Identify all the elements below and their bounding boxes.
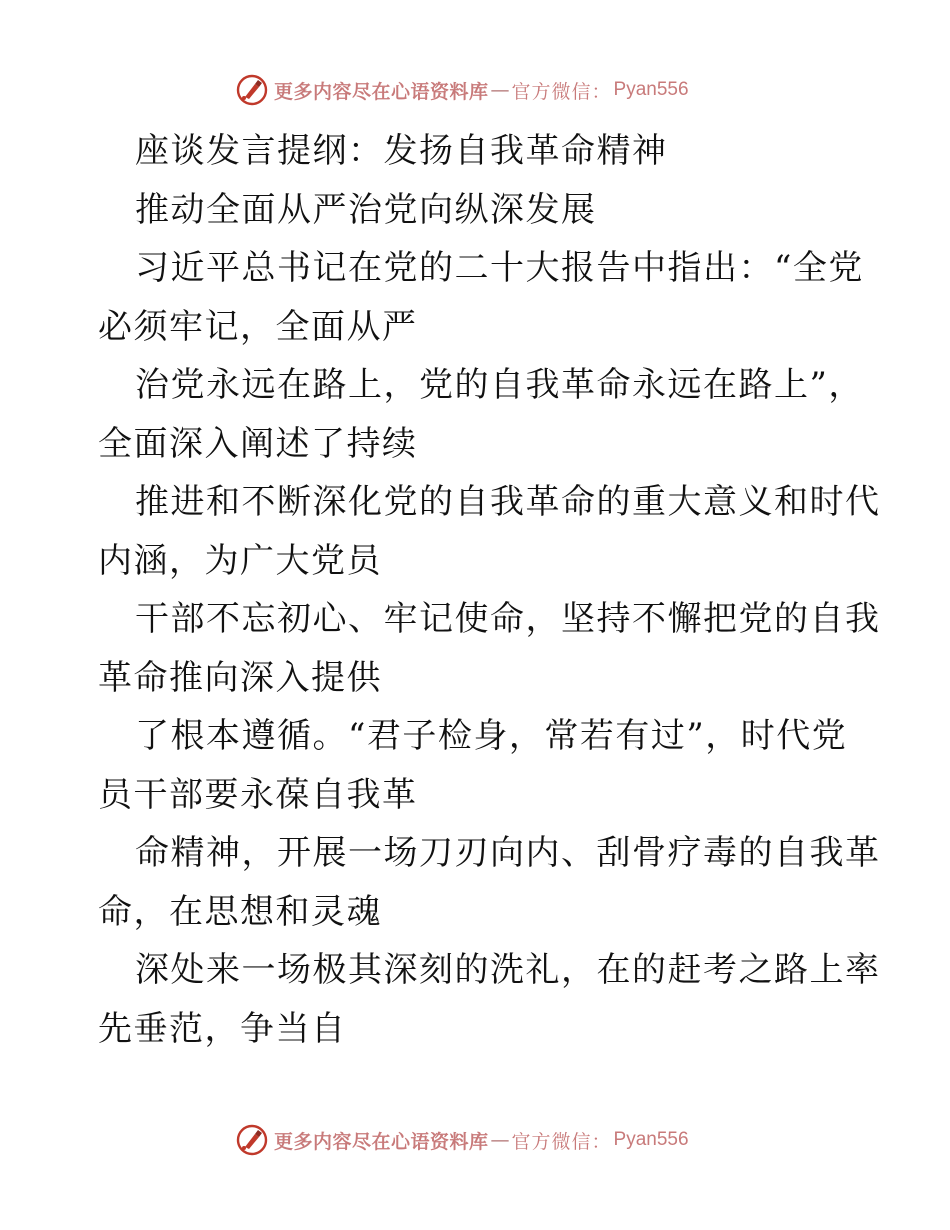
text-line: 治党永远在路上，党的自我革命永远在路上”， <box>135 365 864 405</box>
text-line: 了根本遵循。“君子检身，常若有过”，时代党 <box>135 716 848 756</box>
text-line: 革命推向深入提供 <box>98 657 382 698</box>
text-line: 全面深入阐述了持续 <box>98 423 418 464</box>
watermark-account: Pyan556 <box>613 79 689 100</box>
watermark-separator: — <box>490 1129 510 1151</box>
watermark-main-text: 更多内容尽在心语资料库 <box>274 80 489 103</box>
pen-nib-logo-icon <box>236 1124 268 1156</box>
watermark-main-text: 更多内容尽在心语资料库 <box>274 1130 489 1153</box>
header-watermark <box>236 72 689 108</box>
watermark-sub-text: 官方微信： <box>511 80 612 103</box>
text-line: 必须牢记，全面从严 <box>98 306 418 347</box>
text-line: 干部不忘初心、牢记使命，坚持不懈把党的自我 <box>135 599 881 639</box>
watermark-sub-text: 官方微信： <box>511 1130 612 1153</box>
text-line: 深处来一场极其深刻的洗礼，在的赶考之路上率 <box>135 950 881 990</box>
text-line: 内涵，为广大党员 <box>98 540 382 581</box>
document-body <box>98 122 881 1058</box>
text-line: 命，在思想和灵魂 <box>98 891 382 932</box>
text-line: 命精神，开展一场刀刃向内、刮骨疗毒的自我革 <box>135 833 881 873</box>
text-line: 员干部要永葆自我革 <box>98 774 418 815</box>
watermark-account: Pyan556 <box>613 1129 689 1150</box>
text-line: 推进和不断深化党的自我革命的重大意义和时代 <box>135 482 881 522</box>
watermark-separator: — <box>490 79 510 101</box>
title-line-2: 推动全面从严治党向纵深发展 <box>135 189 597 230</box>
footer-watermark <box>236 1122 689 1158</box>
text-line: 先垂范，争当自 <box>98 1008 347 1049</box>
title-line-1: 座谈发言提纲：发扬自我革命精神 <box>135 131 668 171</box>
pen-nib-logo-icon <box>236 74 268 106</box>
text-line: 习近平总书记在党的二十大报告中指出：“全党 <box>135 248 864 288</box>
